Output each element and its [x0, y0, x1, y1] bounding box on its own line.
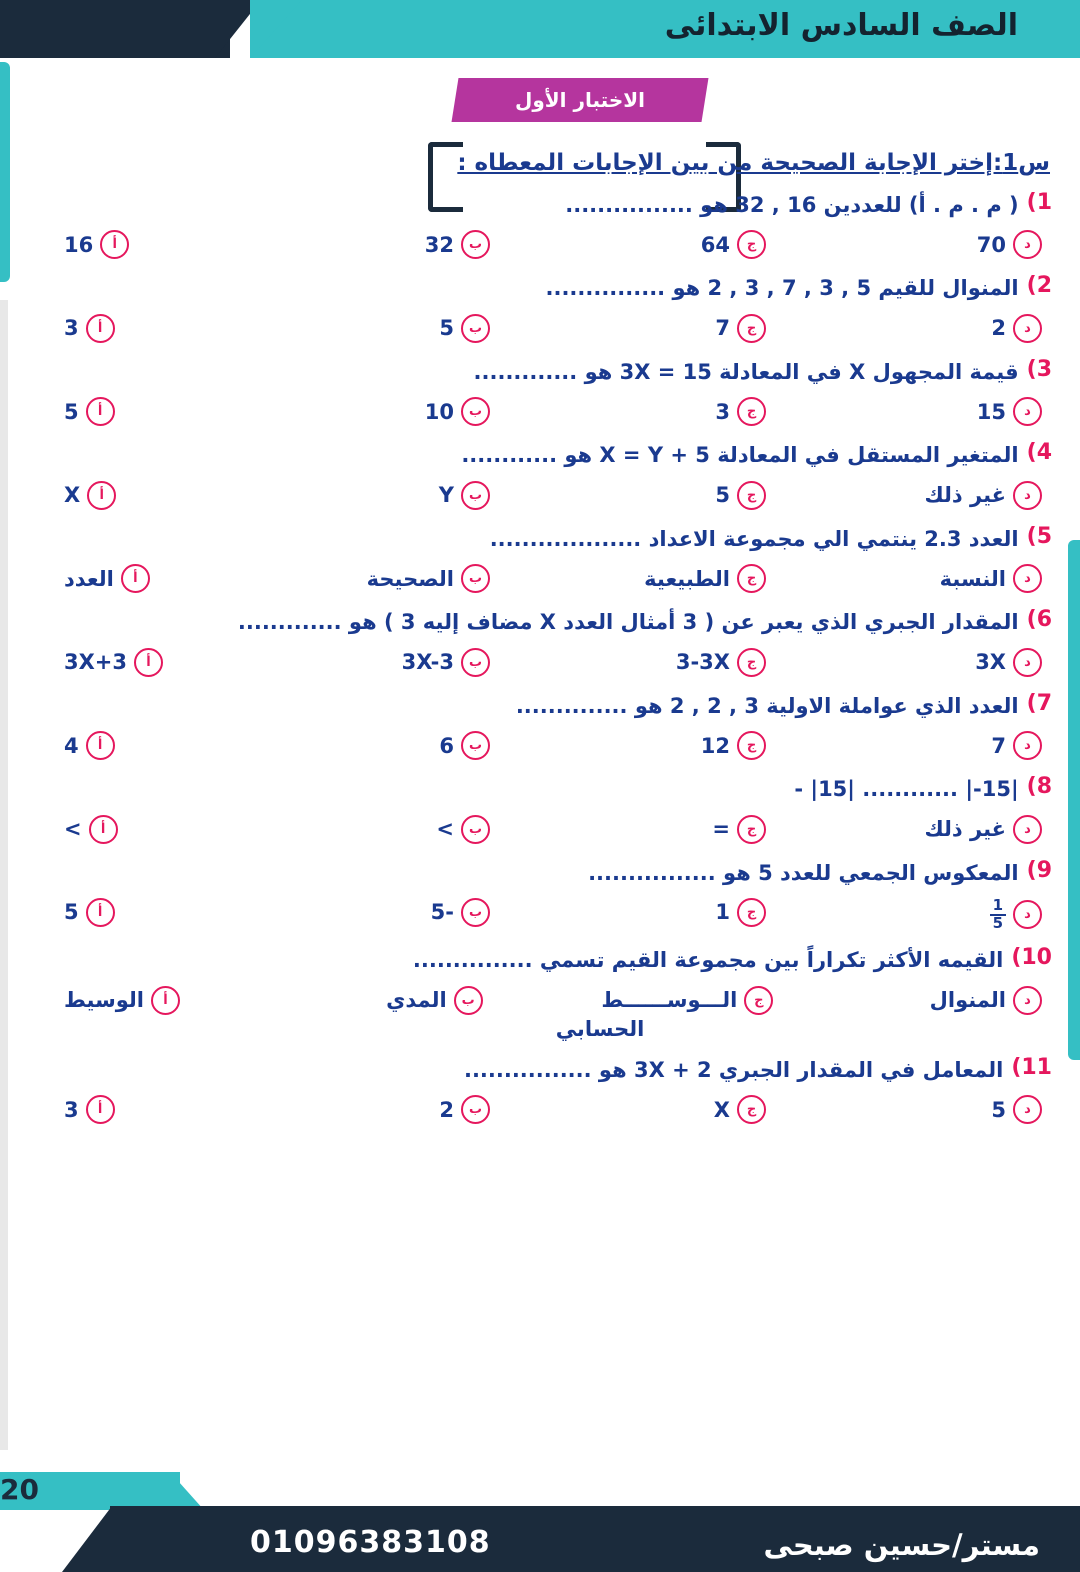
answer-options — [24, 815, 1056, 844]
option-bullet-b-icon: ب — [461, 898, 490, 927]
option-label: الـــوســــــط — [601, 988, 738, 1013]
answer-options — [24, 648, 1056, 677]
option-bullet-b-icon: ب — [461, 731, 490, 760]
option-bullet-d-icon: د — [1013, 481, 1042, 510]
option-b[interactable] — [340, 648, 490, 677]
option-c[interactable] — [616, 397, 766, 426]
option-c[interactable] — [616, 731, 766, 760]
question-number: 4) — [1026, 440, 1052, 466]
option-b[interactable] — [340, 397, 490, 426]
option-c[interactable] — [616, 1095, 766, 1124]
option-d[interactable] — [892, 564, 1042, 593]
questions-container — [0, 150, 1080, 1124]
option-a[interactable] — [64, 230, 214, 259]
question-text: المنوال للقيم 5 , 3 , 7 , 3 , 2 هو ............... — [545, 276, 1019, 301]
option-bullet-d-icon: د — [1013, 815, 1042, 844]
option-c[interactable] — [616, 230, 766, 259]
option-a[interactable] — [64, 564, 214, 593]
option-label: 5 — [991, 1097, 1006, 1122]
option-label: 5 — [64, 900, 79, 925]
option-a[interactable] — [64, 986, 214, 1015]
question-block — [24, 945, 1056, 1040]
question-block — [24, 691, 1056, 760]
question-line — [24, 273, 1056, 303]
instruction-text: س1:إختر الإجابة الصحيحة من بين الإجابات المعطاه : — [457, 150, 1050, 176]
option-a[interactable] — [64, 397, 214, 426]
option-b[interactable] — [340, 564, 490, 593]
option-bullet-c-icon: ج — [737, 230, 766, 259]
option-bullet-c-icon: ج — [737, 648, 766, 677]
option-label: 5 — [439, 316, 454, 341]
option-label: 3-3X — [675, 650, 730, 675]
option-b[interactable] — [340, 898, 490, 927]
answer-options — [24, 481, 1056, 510]
option-bullet-a-icon: أ — [86, 1095, 115, 1124]
question-number: 11) — [1011, 1054, 1052, 1080]
option-label: 70 — [976, 232, 1006, 257]
question-line — [24, 524, 1056, 554]
question-number: 5) — [1026, 523, 1052, 549]
option-d[interactable] — [892, 731, 1042, 760]
question-text: ( م . م . أ) للعددين 16 , 32 هو ................ — [565, 193, 1019, 217]
exam-label: الاختبار الأول — [515, 88, 646, 112]
option-label: -5 — [430, 900, 454, 925]
option-bullet-a-icon: أ — [86, 731, 115, 760]
option-bullet-d-icon: د — [1013, 314, 1042, 343]
option-bullet-a-icon: أ — [86, 898, 115, 927]
option-label: = — [712, 817, 730, 841]
option-b[interactable] — [340, 815, 490, 844]
question-number: 6) — [1026, 607, 1052, 633]
option-label: X — [713, 1097, 730, 1122]
question-block — [24, 190, 1056, 259]
question-line — [24, 190, 1056, 220]
option-label: 32 — [424, 232, 454, 257]
option-label: 12 — [700, 733, 730, 758]
option-a[interactable] — [64, 1095, 214, 1124]
option-bullet-c-icon: ج — [737, 397, 766, 426]
answer-options — [24, 731, 1056, 760]
answer-options — [24, 314, 1056, 343]
option-label: المدي — [386, 988, 447, 1013]
page-header — [0, 0, 1080, 62]
option-bullet-a-icon: أ — [86, 314, 115, 343]
option-d[interactable] — [892, 314, 1042, 343]
option-bullet-b-icon: ب — [461, 230, 490, 259]
option-d[interactable] — [892, 986, 1042, 1015]
question-block — [24, 524, 1056, 593]
answer-options — [24, 986, 1056, 1015]
option-a[interactable] — [64, 815, 214, 844]
page-number: 20 — [0, 1473, 39, 1506]
grade-title: الصف السادس الابتدائى — [664, 8, 1018, 43]
option-bullet-b-icon: ب — [461, 815, 490, 844]
option-d[interactable] — [892, 230, 1042, 259]
question-text: العدد الذي عواملة الاولية 3 , 2 , 2 هو .............. — [515, 693, 1019, 718]
option-bullet-a-icon: أ — [100, 230, 129, 259]
option-d[interactable] — [892, 895, 1042, 932]
option-bullet-c-icon: ج — [737, 731, 766, 760]
question-line — [24, 774, 1056, 804]
teacher-name: مستر/حسين صبحى — [763, 1528, 1040, 1562]
option-bullet-b-icon: ب — [461, 481, 490, 510]
question-text: المعكوس الجمعي للعدد 5 هو ................ — [588, 860, 1019, 885]
option-label: > — [436, 817, 454, 841]
option-a[interactable] — [64, 314, 214, 343]
option-c[interactable] — [616, 815, 766, 844]
option-label: 3X-3 — [401, 650, 454, 675]
question-number: 8) — [1026, 774, 1052, 800]
option-c[interactable] — [616, 898, 766, 927]
answer-options — [24, 230, 1056, 259]
answer-options — [24, 397, 1056, 426]
option-label: 7 — [715, 316, 730, 341]
question-block — [24, 858, 1056, 932]
option-bullet-b-icon: ب — [461, 397, 490, 426]
option-bullet-c-icon: ج — [744, 986, 773, 1015]
option-bullet-a-icon: أ — [121, 564, 150, 593]
question-line — [24, 945, 1056, 975]
option-label-continued: الحسابي — [555, 1016, 645, 1041]
option-bullet-d-icon: د — [1013, 564, 1042, 593]
question-line — [24, 858, 1056, 888]
question-text: القيمه الأكثر تكراراً بين مجموعة القيم تسمي ............... — [412, 948, 1004, 973]
question-number: 7) — [1026, 690, 1052, 716]
option-bullet-c-icon: ج — [737, 314, 766, 343]
option-bullet-a-icon: أ — [89, 815, 118, 844]
option-label-fraction: $\frac{1}{5}$ — [990, 898, 1006, 932]
option-bullet-b-icon: ب — [454, 986, 483, 1015]
option-c[interactable] — [601, 986, 773, 1015]
option-b[interactable] — [340, 481, 490, 510]
option-label: 5 — [64, 399, 79, 424]
question-text: |15-| ............ |15| - — [794, 777, 1019, 802]
option-bullet-d-icon: د — [1013, 648, 1042, 677]
option-a[interactable] — [64, 481, 214, 510]
option-a[interactable] — [64, 648, 214, 677]
question-block — [24, 357, 1056, 426]
option-label: 4 — [64, 733, 79, 758]
option-bullet-a-icon: أ — [134, 648, 163, 677]
option-b[interactable] — [333, 986, 483, 1015]
question-number: 3) — [1026, 356, 1052, 382]
option-c[interactable] — [616, 564, 766, 593]
footer-dark-slant — [62, 1506, 112, 1572]
option-bullet-c-icon: ج — [737, 815, 766, 844]
option-bullet-d-icon: د — [1013, 397, 1042, 426]
question-text: المقدار الجبري الذي يعبر عن ( 3 أمثال العدد X مضاف إليه 3 ) هو ............. — [237, 610, 1019, 635]
header-teal-slant — [250, 0, 302, 58]
option-d[interactable] — [892, 1095, 1042, 1124]
option-bullet-d-icon: د — [1013, 986, 1042, 1015]
option-label: 7 — [991, 733, 1006, 758]
option-d[interactable] — [892, 648, 1042, 677]
header-dark-block — [0, 0, 230, 58]
question-text: قيمة المجهول X في المعادلة 15 = 3X هو ............. — [473, 359, 1019, 384]
answer-options — [24, 564, 1056, 593]
option-label: النسبة — [939, 566, 1006, 591]
option-b[interactable] — [340, 314, 490, 343]
question-number: 10) — [1011, 945, 1052, 971]
question-text: المتغير المستقل في المعادلة 5 + X = Y هو ............ — [461, 443, 1019, 468]
option-bullet-b-icon: ب — [461, 314, 490, 343]
option-bullet-d-icon: د — [1013, 230, 1042, 259]
question-number: 2) — [1026, 273, 1052, 299]
option-label: 10 — [424, 399, 454, 424]
option-label: X — [64, 483, 81, 508]
option-c[interactable] — [616, 314, 766, 343]
option-d[interactable] — [892, 815, 1042, 844]
option-b[interactable] — [340, 1095, 490, 1124]
option-a[interactable] — [64, 898, 214, 927]
option-label: 5 — [715, 483, 730, 508]
option-label: 2 — [991, 316, 1006, 341]
option-c[interactable] — [616, 481, 766, 510]
question-block — [24, 1055, 1056, 1124]
option-label: 3 — [64, 316, 79, 341]
option-label: الطبيعية — [644, 566, 730, 591]
page-footer — [0, 1454, 1080, 1572]
option-label: 15 — [976, 399, 1006, 424]
option-label: 64 — [700, 232, 730, 257]
option-b[interactable] — [340, 731, 490, 760]
answer-options — [24, 895, 1056, 932]
option-bullet-a-icon: أ — [86, 397, 115, 426]
option-bullet-c-icon: ج — [737, 898, 766, 927]
option-label: Y — [438, 483, 454, 508]
option-bullet-a-icon: أ — [151, 986, 180, 1015]
option-bullet-d-icon: د — [1013, 1095, 1042, 1124]
option-label: غير ذلك — [924, 817, 1006, 841]
question-line — [24, 691, 1056, 721]
option-bullet-d-icon: د — [1013, 731, 1042, 760]
question-number: 9) — [1026, 857, 1052, 883]
option-label: 16 — [64, 232, 94, 257]
option-bullet-c-icon: ج — [737, 481, 766, 510]
option-label: > — [64, 817, 82, 841]
option-label: 1 — [715, 900, 730, 925]
footer-teal-slant — [170, 1472, 204, 1510]
question-block — [24, 774, 1056, 843]
option-label: 3 — [715, 399, 730, 424]
option-bullet-d-icon: د — [1013, 900, 1042, 929]
question-line — [24, 607, 1056, 637]
option-bullet-b-icon: ب — [461, 564, 490, 593]
contact-phone: 01096383108 — [250, 1525, 491, 1560]
option-bullet-b-icon: ب — [461, 648, 490, 677]
question-block — [24, 607, 1056, 676]
option-label: 3 — [64, 1097, 79, 1122]
question-text: المعامل في المقدار الجبري 2 + 3X هو ................ — [463, 1057, 1004, 1082]
option-label: الوسيط — [64, 988, 144, 1013]
question-line — [24, 357, 1056, 387]
option-label: 3X+3 — [64, 650, 128, 675]
option-a[interactable] — [64, 731, 214, 760]
option-d[interactable] — [892, 397, 1042, 426]
option-label: 2 — [439, 1097, 454, 1122]
question-number: 1) — [1026, 190, 1052, 215]
answer-options — [24, 1095, 1056, 1124]
option-b[interactable] — [340, 230, 490, 259]
option-d[interactable] — [892, 481, 1042, 510]
option-c[interactable] — [616, 648, 766, 677]
question-line — [24, 1055, 1056, 1085]
option-label: الصحيحة — [366, 566, 454, 591]
option-bullet-c-icon: ج — [737, 1095, 766, 1124]
option-label: 6 — [439, 733, 454, 758]
option-label: غير ذلك — [924, 483, 1006, 508]
question-block — [24, 440, 1056, 509]
option-label: العدد — [64, 566, 114, 591]
question-block — [24, 273, 1056, 342]
option-bullet-a-icon: أ — [87, 481, 116, 510]
question-text: العدد 2.3 ينتمي الي مجموعة الاعداد ................... — [489, 526, 1019, 551]
option-bullet-c-icon: ج — [737, 564, 766, 593]
option-label: المنوال — [929, 988, 1006, 1013]
option-label: 3X — [975, 650, 1006, 675]
option-bullet-b-icon: ب — [461, 1095, 490, 1124]
question-line — [24, 440, 1056, 470]
